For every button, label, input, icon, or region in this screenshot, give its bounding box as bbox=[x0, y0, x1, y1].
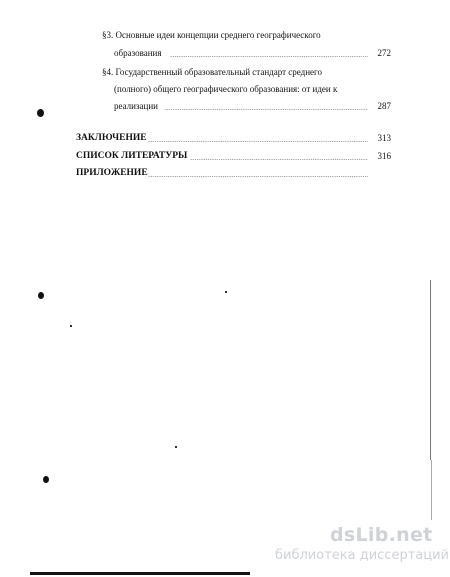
toc-entry-s3-line1: §3. Основные идеи концепции среднего географического bbox=[102, 30, 321, 40]
scan-bottom-edge bbox=[30, 572, 250, 575]
toc-entry-s4-line3: реализации bbox=[114, 101, 158, 111]
scan-speck bbox=[37, 109, 44, 117]
toc-leader-dots bbox=[148, 141, 368, 142]
toc-page-number: 272 bbox=[377, 48, 391, 58]
toc-page-number: 316 bbox=[377, 151, 391, 161]
watermark-tagline: библиотека диссертаций bbox=[275, 548, 449, 563]
toc-entry-s4-line1: §4. Государственный образовательный стандарт среднего bbox=[102, 67, 323, 77]
scan-speck bbox=[175, 446, 177, 448]
toc-entry-s4-line2: (полного) общего географического образования: от идеи к bbox=[114, 84, 338, 94]
scan-speck bbox=[43, 476, 49, 483]
scan-speck bbox=[70, 325, 72, 327]
toc-leader-dots bbox=[164, 109, 368, 110]
toc-leader-dots bbox=[170, 56, 368, 57]
toc-page-number: 287 bbox=[377, 101, 391, 111]
scan-edge-line bbox=[431, 460, 432, 520]
toc-entry-conclusion: ЗАКЛЮЧЕНИЕ bbox=[76, 133, 147, 143]
toc-leader-dots bbox=[148, 176, 368, 177]
scan-speck bbox=[225, 291, 227, 293]
toc-entry-s3-line2: образования bbox=[114, 48, 162, 58]
scan-speck bbox=[38, 292, 44, 299]
toc-entry-appendix: ПРИЛОЖЕНИЕ bbox=[76, 168, 148, 178]
toc-entry-references: СПИСОК ЛИТЕРАТУРЫ bbox=[76, 151, 188, 161]
toc-page-number: 313 bbox=[377, 133, 391, 143]
watermark-logo: dsLib.net bbox=[330, 524, 433, 546]
scan-edge-line bbox=[430, 280, 431, 460]
toc-leader-dots bbox=[190, 159, 368, 160]
